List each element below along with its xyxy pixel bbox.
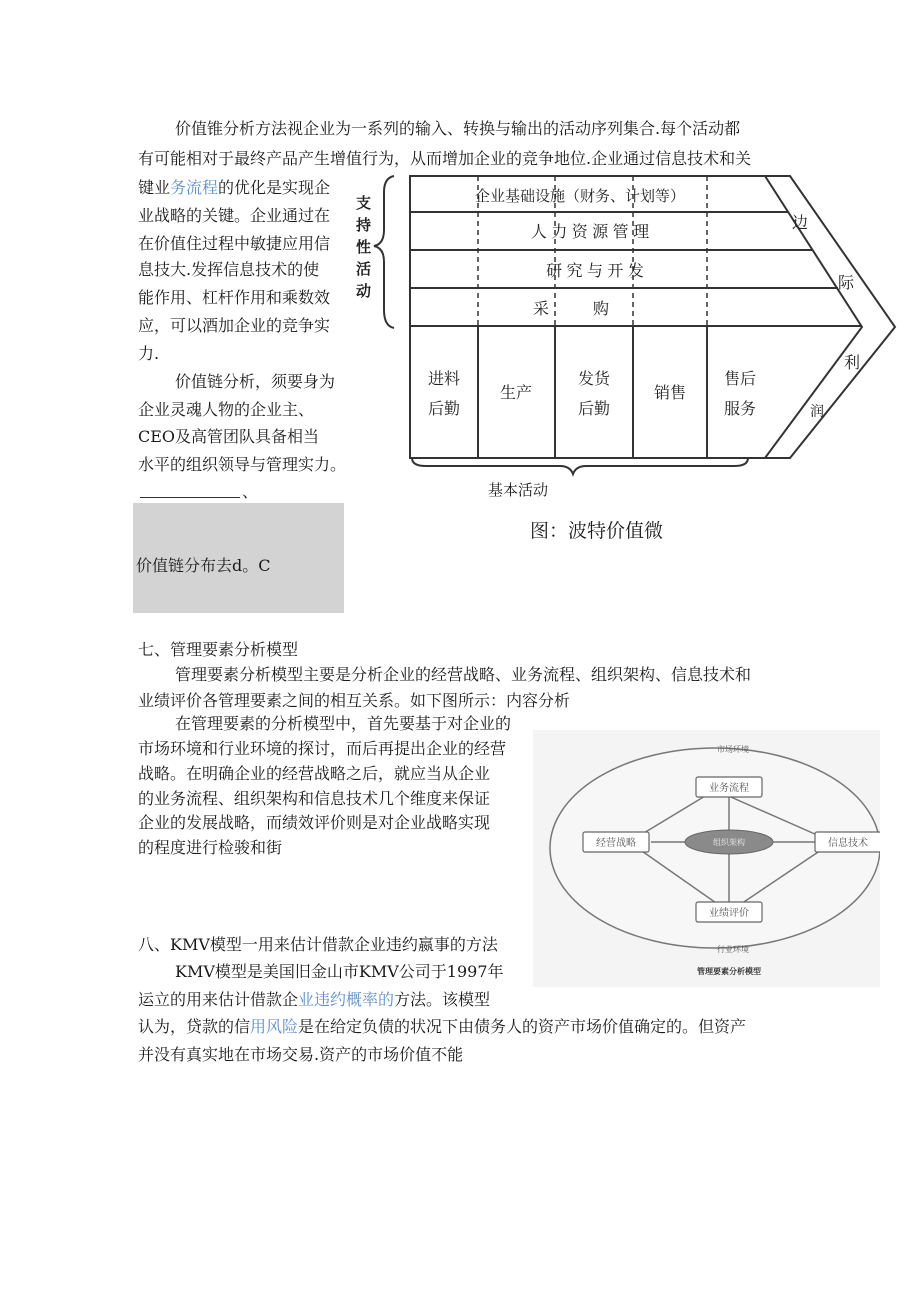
para1-line3-post: 的优化是实现企 — [218, 178, 331, 197]
default-probability-link[interactable]: 业违约概率的 — [298, 990, 395, 1009]
node-left: 经营战略 — [596, 838, 636, 849]
para2-line4: 水平的组织领导与管理实力。 — [138, 455, 347, 474]
section7-line7: 企业的发展战略，而绩效评价则是对企业战略实现 — [138, 813, 491, 832]
para1-line2: 有可能相对于最终产品产生增值行为，从而增加企业的竞争地位.企业通过信息技术和关 — [138, 149, 752, 168]
section7-line8: 的程度进行检骏和街 — [138, 838, 283, 857]
margin-char-3: 利 — [844, 355, 861, 372]
row-infrastructure: 企业基础设施（财务、计划等） — [474, 188, 686, 205]
section8-line3-pre: 认为，贷款的信 — [138, 1017, 251, 1036]
row-hr: 人 力 资 源 管 理 — [530, 224, 650, 241]
primary-outbound-1: 发货 — [577, 371, 611, 388]
para2-line2: 企业灵魂人物的企业主、 — [138, 400, 315, 419]
blank-underline — [140, 497, 240, 498]
section7-line4: 市场环境和行业环境的探讨，而后再提出企业的经营 — [138, 739, 507, 758]
section7-heading: 七、管理要素分析模型 — [138, 640, 299, 659]
primary-sales: 销售 — [653, 385, 687, 402]
primary-operations: 生产 — [499, 385, 533, 402]
para1-line9: 力. — [138, 344, 160, 363]
support-brace — [374, 176, 394, 328]
para2-line1: 价值链分析，须要身为 — [175, 372, 336, 391]
section8-line1: KMV模型是美国旧金山市KMV公司于1997年 — [175, 962, 504, 981]
para1-line5: 在价值住过程中敏捷应用信 — [138, 234, 331, 253]
mgmt-model-diagram — [533, 730, 880, 987]
primary-inbound-2: 后勤 — [427, 401, 461, 418]
primary-outbound-2: 后勤 — [577, 401, 611, 418]
section7-line2: 业绩评价各管理要素之间的相互关系。如下图所示：内容分析 — [138, 691, 571, 710]
para1-line3-pre: 键业 — [138, 178, 171, 197]
section8-line3 — [138, 1017, 746, 1037]
primary-brace — [412, 458, 748, 474]
para1-line8: 应，可以酒加企业的竞争实 — [138, 316, 331, 335]
blank-comma: 、 — [242, 482, 259, 501]
value-chain-caption: 图：波特价值微 — [530, 520, 664, 542]
section8-line4: 并没有真实地在市场交易.资产的市场价值不能 — [138, 1045, 464, 1064]
para1-line1: 价值锥分析方法视企业为一系列的输入、转换与输出的活动序列集合.每个活动都 — [175, 119, 741, 138]
section7-line1: 管理要素分析模型主要是分析企业的经营战略、业务流程、组织架构、信息技术和 — [175, 665, 752, 684]
support-label: 支持性活动 — [356, 195, 372, 300]
business-process-link[interactable]: 务流程 — [170, 178, 219, 197]
primary-inbound-1: 进料 — [427, 371, 461, 388]
margin-char-1: 边 — [792, 215, 809, 232]
primary-service-2: 服务 — [723, 401, 757, 418]
row-procure-2: 购 — [593, 301, 610, 318]
section8-line3-post: 是在给定负债的状况下由债务人的资产市场价值确定的。但资产 — [298, 1017, 747, 1036]
node-bottom: 业绩评价 — [709, 908, 749, 919]
section7-line6: 的业务流程、组织架构和信息技术几个维度来保证 — [138, 789, 491, 808]
value-chain-diagram — [350, 168, 910, 508]
margin-band — [765, 176, 895, 458]
section7-line3: 在管理要素的分析模型中，首先要基于对企业的 — [175, 714, 512, 733]
para1-line3 — [138, 178, 330, 198]
node-top: 业务流程 — [709, 783, 749, 794]
inner-label: 行业环境 — [717, 945, 749, 954]
para1-line4: 业战略的关键。企业通过在 — [138, 206, 331, 225]
row-procure-1: 采 — [533, 301, 550, 318]
section8-heading: 八、KMV模型一用来估计借款企业违约嬴事的方法 — [138, 935, 498, 954]
margin-char-2: 际 — [838, 275, 855, 292]
row-rnd: 研 究 与 开 发 — [546, 263, 644, 280]
node-right: 信息技术 — [828, 838, 868, 849]
outer-label: 市场环境 — [717, 745, 749, 754]
para1-line7: 能作用、杠杆作用和乘数效 — [138, 288, 331, 307]
node-center: 组织架构 — [713, 838, 745, 847]
section8-line2-post: 方法。该模型 — [394, 990, 491, 1009]
section8-line2-pre: 运立的用来估计借款企 — [138, 990, 299, 1009]
mgmt-model-caption: 管理要素分析模型 — [697, 967, 761, 976]
credit-risk-link[interactable]: 用风险 — [250, 1017, 299, 1036]
section7-line5: 战略。在明确企业的经营战略之后，就应当从企业 — [138, 764, 491, 783]
para2-line3: CEO及高管团队具备相当 — [138, 427, 320, 446]
gray-box-text: 价值链分布去d。C — [136, 556, 271, 575]
para1-line6: 息技大.发挥信息技术的使 — [138, 260, 320, 279]
margin-char-4: 润 — [810, 403, 824, 419]
primary-service-1: 售后 — [723, 371, 757, 388]
section8-line2 — [138, 990, 490, 1010]
basic-activity-label: 基本活动 — [488, 481, 549, 499]
